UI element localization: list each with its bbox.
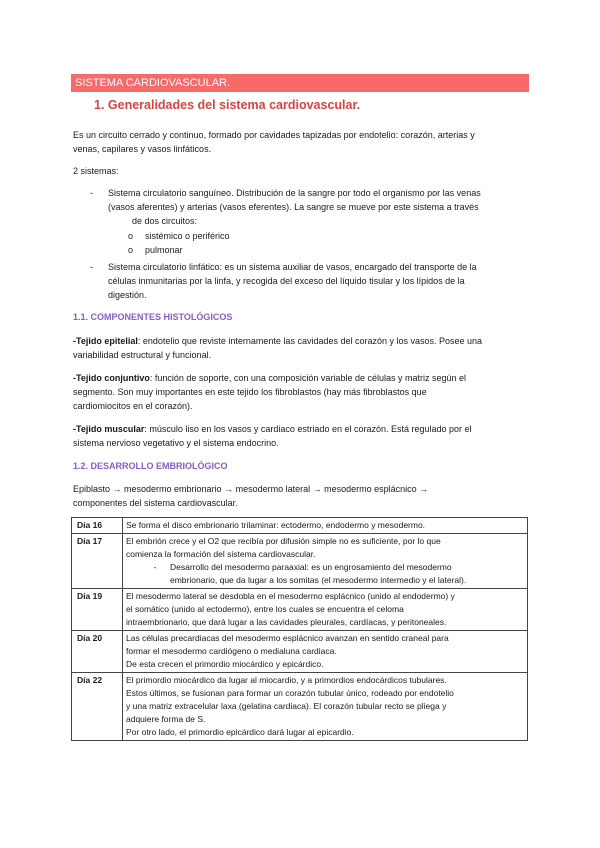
day-cell: Día 20 [72, 631, 123, 673]
bullet-item [108, 186, 481, 228]
description-cell [123, 534, 528, 589]
description-cell [123, 631, 528, 673]
day-cell: Día 22 [72, 673, 123, 741]
tissue-text: sistema nervioso vegetativo y el sistema endocrino. [73, 438, 279, 448]
cell-line: Las células precardiacas del mesodermo esplácnico avanzan en sentido craneal para [126, 633, 449, 643]
section-heading: 1. Generalidades del sistema cardiovascular. [94, 98, 361, 112]
bullet-line: Sistema circulatorio linfático: es un sistema auxiliar de vasos, encargado del transporte de la [108, 262, 477, 272]
flow-line: Epiblasto → mesodermo embrionario → mesodermo lateral → mesodermo esplácnico → [73, 484, 429, 494]
sub-bullet-text: sistémico o periférico [145, 231, 230, 241]
tissue-text: variabilidad estructural y funcional. [73, 350, 212, 360]
table-row [72, 631, 528, 673]
cell-line: De esta crecen el primordio miocárdico y epicárdico. [126, 659, 324, 669]
description-cell [123, 589, 528, 631]
flow-line: componentes del sistema cardiovascular. [73, 498, 238, 508]
list-item [128, 229, 230, 243]
tissue-text: segmento. Son muy importantes en este tejido los fibroblastos (hay más fibroblastos que [73, 387, 427, 397]
development-flow [73, 482, 428, 510]
bullet-item [108, 260, 477, 302]
intro-line: Es un circuito cerrado y continuo, formado por cavidades tapizadas por endotelio: corazón, arterias y [73, 130, 475, 140]
cell-line: embrionario, que da lugar a los somitas (el mesodermo intermedio y el lateral). [170, 575, 467, 585]
intro-line: venas, capilares y vasos linfáticos. [73, 144, 212, 154]
intro-paragraph [73, 128, 475, 156]
sub-bullet-list [128, 229, 230, 257]
table-row [72, 673, 528, 741]
cell-line: Desarrollo del mesodermo paraaxial: es un engrosamiento del mesodermo [170, 562, 452, 572]
cell-line: formar el mesodermo cardiógeno o medialuna cardiaca. [126, 646, 337, 656]
table-row [72, 518, 528, 534]
sub-bullet-dash: - [153, 562, 157, 572]
day-cell: Día 17 [72, 534, 123, 589]
cell-line: El mesodermo lateral se desdobla en el mesodermo esplácnico (unido al endodermo) y [126, 591, 455, 601]
cell-line: Estos últimos, se fusionan para formar un corazón tubular único, rodeado por endotelio [126, 688, 454, 698]
cell-line: El embrión crece y el O2 que recibía por difusión simple no es suficiente, por lo que [126, 536, 441, 546]
tissue-paragraph [73, 371, 466, 413]
bullet-line: (vasos aferentes) y arterias (vasos eferentes). La sangre se mueve por este sistema a través [108, 202, 479, 212]
cell-line: El primordio miocárdico da lugar al miocardio, y a primordios endocárdicos tubulares. [126, 675, 447, 685]
tissue-paragraph [73, 422, 472, 450]
tissue-term: -Tejido muscular [73, 424, 145, 434]
tissue-text: : músculo liso en los vasos y cardiaco estriado en el corazón. Está regulado por el [144, 424, 472, 434]
cell-line: adquiere forma de S. [126, 714, 206, 724]
cell-line: y una matriz extracelular laxa (gelatina cardiaca). El corazón tubular recto se pliega y [126, 701, 447, 711]
cell-line: comienza la formación del sistema cardiovascular. [126, 549, 316, 559]
tissue-text: cardiomiocitos en el corazón). [73, 401, 193, 411]
subsection-title: 1.2. DESARROLLO EMBRIOLÓGICO [73, 461, 228, 471]
bullet-line: células inmunitarias por la linfa, y recogida del exceso del líquido tisular y los lípidos de la [108, 276, 465, 286]
subsection-title: 1.1. COMPONENTES HISTOLÓGICOS [73, 312, 233, 322]
tissue-term: -Tejido epitelial [73, 336, 138, 346]
sub-bullet-text: pulmonar [145, 245, 183, 255]
sub-bullet-marker: o [128, 231, 134, 241]
bullet-dash: - [90, 188, 93, 198]
sub-bullet-marker: o [128, 245, 134, 255]
bullet-line: digestión. [108, 290, 147, 300]
description-cell [123, 673, 528, 741]
list-item [128, 243, 230, 257]
bullet-dash: - [90, 262, 93, 272]
table-row [72, 589, 528, 631]
bullet-line: Sistema circulatorio sanguíneo. Distribución de la sangre por todo el organismo por las venas [108, 188, 481, 198]
day-cell: Día 16 [72, 518, 123, 534]
chapter-banner: SISTEMA CARDIOVASCULAR. [71, 74, 529, 92]
systems-label: 2 sistemas: [73, 166, 119, 176]
cell-sub-bullet [126, 561, 524, 587]
table-row [72, 534, 528, 589]
cell-line: intraembrionario, que dará lugar a las cavidades pleurales, cardíacas, y peritoneales. [126, 617, 447, 627]
cell-line: Por otro lado, el primordio epicárdico dará lugar al epicardio. [126, 727, 354, 737]
tissue-text: : función de soporte, con una composición variable de células y matriz según el [149, 373, 467, 383]
tissue-paragraph [73, 334, 482, 362]
sub-bullet-text [170, 561, 466, 587]
day-cell: Día 19 [72, 589, 123, 631]
cell-line: Se forma el disco embrionario trilaminar: ectodermo, endodermo y mesodermo. [126, 520, 426, 530]
bullet-line: de dos circuitos: [132, 216, 198, 226]
description-cell [123, 518, 528, 534]
tissue-term: -Tejido conjuntivo [73, 373, 150, 383]
cell-line: el somático (unido al ectodermo), entre los cuales se encuentra el celoma [126, 604, 404, 614]
embryology-table [71, 517, 528, 741]
tissue-text: : endotelio que reviste internamente las cavidades del corazón y los vasos. Posee una [137, 336, 483, 346]
